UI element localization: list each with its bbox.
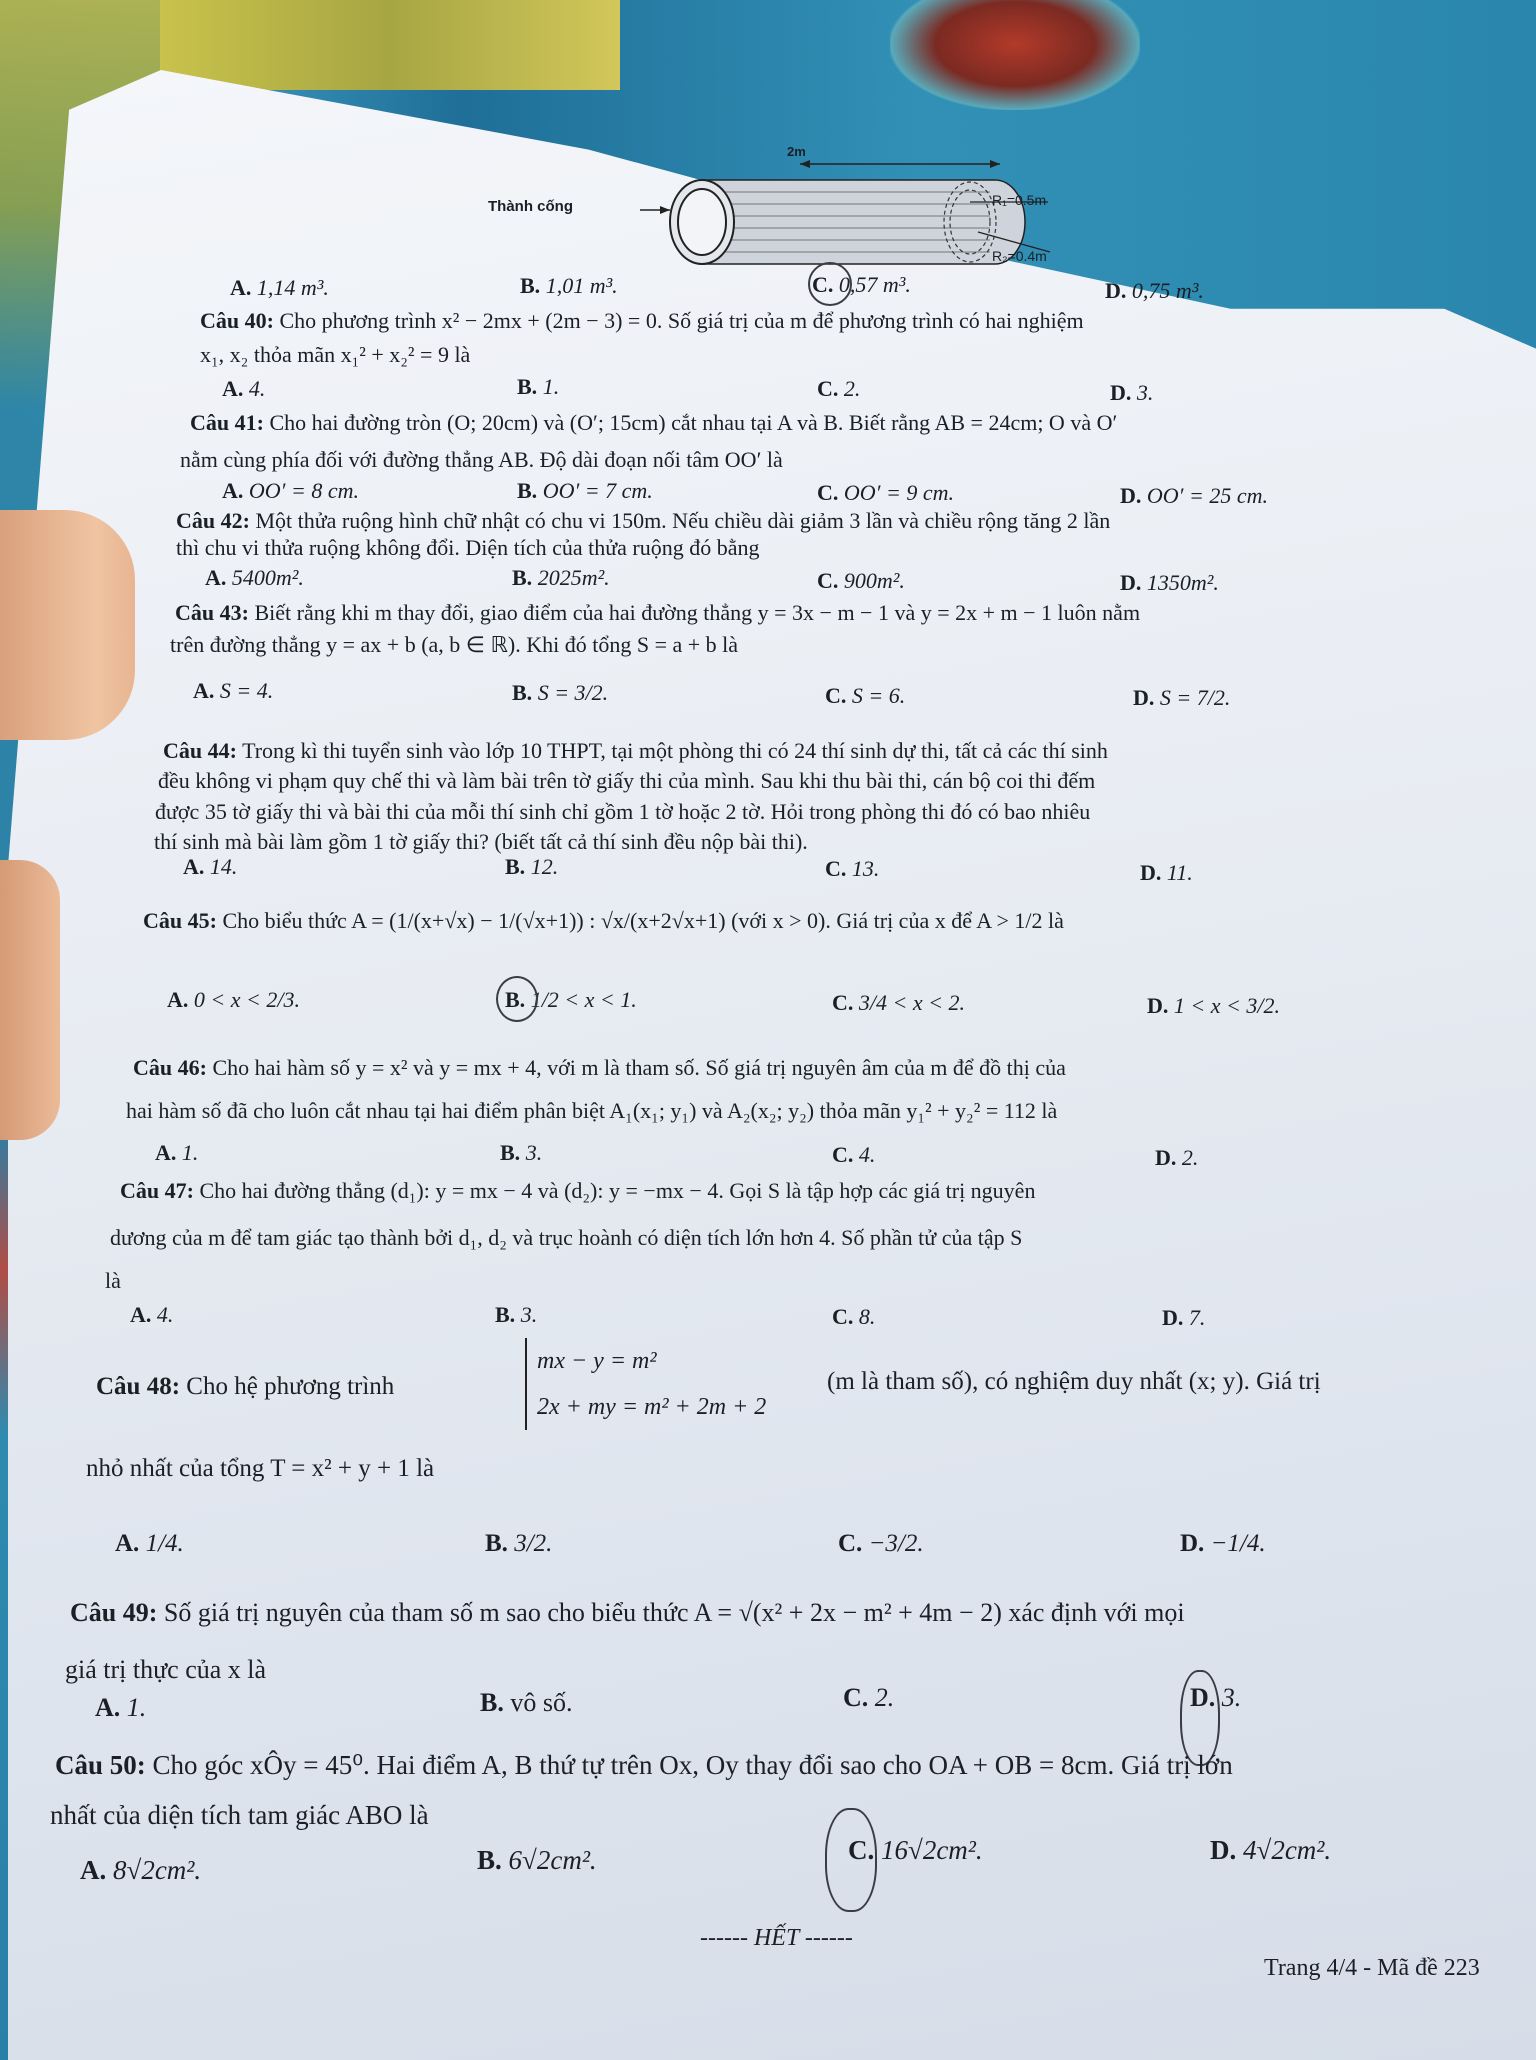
q49-option-d[interactable]: D. 3. [1190,1683,1242,1712]
q43-option-a[interactable]: A. S = 4. [193,678,274,703]
length-label: 2m [787,144,806,159]
q47-option-a[interactable]: A. 4. [130,1302,174,1327]
q46-text-line-1: Câu 46: Cho hai hàm số y = x² và y = mx + 4, với m là tham số. Số giá trị nguyên âm của m để đồ thị của [133,1055,1066,1080]
q43-option-b[interactable]: B. S = 3/2. [512,680,609,705]
q44-option-a[interactable]: A. 14. [183,854,238,879]
q50-option-b[interactable]: B. 6√2cm². [477,1845,597,1875]
q50-text-line-2: nhất của diện tích tam giác ABO là [50,1800,429,1830]
q48-text-line-1: Câu 48: Cho hệ phương trình [96,1373,395,1400]
q39-option-c[interactable]: C. 0,57 m³. [812,272,911,297]
page-footer: Trang 4/4 - Mã đề 223 [1264,1955,1480,1981]
q46-option-c[interactable]: C. 4. [832,1142,876,1167]
q41-text-line-1: Câu 41: Cho hai đường tròn (O; 20cm) và (O′; 15cm) cắt nhau tại A và B. Biết rằng AB = 24cm; O và O′ [190,410,1118,435]
q49-option-a[interactable]: A. 1. [95,1693,147,1722]
q50-option-c[interactable]: C. 16√2cm². [848,1835,983,1865]
q50-option-a[interactable]: A. 8√2cm². [80,1855,202,1885]
q49-text-line-1: Câu 49: Số giá trị nguyên của tham số m sao cho biểu thức A = √(x² + 2x − m² + 4m − 2) xác định với mọi [70,1598,1185,1627]
q45-option-b[interactable]: B. 1/2 < x < 1. [505,987,637,1012]
q48-option-b[interactable]: B. 3/2. [485,1530,553,1557]
q44-option-c[interactable]: C. 13. [825,856,880,881]
q44-text-line-1: Câu 44: Trong kì thi tuyển sinh vào lớp 10 THPT, tại một phòng thi có 24 thí sinh dự thi, tất cả các thí sinh [163,738,1108,763]
q42-option-c[interactable]: C. 900m². [817,568,905,593]
q42-text-line-1: Câu 42: Một thửa ruộng hình chữ nhật có chu vi 150m. Nếu chiều dài giảm 3 lần và chiều rộng tăng 2 lần [176,508,1111,533]
q49-option-c[interactable]: C. 2. [843,1683,895,1712]
q45-option-d[interactable]: D. 1 < x < 3/2. [1147,993,1280,1018]
q46-text-line-2: hai hàm số đã cho luôn cắt nhau tại hai điểm phân biệt A₁(x₁; y₁) và A₂(x₂; y₂) thỏa mãn y₁² + y₂² = 112 là [126,1098,1058,1123]
q44-text-line-2: đều không vi phạm quy chế thi và làm bài trên tờ giấy thi của mình. Sau khi thu bài thi, cán bộ coi thi đếm [158,768,1096,793]
q50-option-d[interactable]: D. 4√2cm². [1210,1835,1332,1865]
q48-option-c[interactable]: C. −3/2. [838,1530,924,1557]
q45-option-a[interactable]: A. 0 < x < 2/3. [167,987,300,1012]
q44-text-line-4: thí sinh mà bài làm gồm 1 tờ giấy thi? (biết tất cả thí sinh đều nộp bài thi). [154,829,808,854]
q41-option-d[interactable]: D. OO′ = 25 cm. [1120,483,1268,508]
q43-text-line-2: trên đường thẳng y = ax + b (a, b ∈ ℝ). Khi đó tổng S = a + b là [170,632,739,657]
q48-equation-system: mx − y = m² 2x + my = m² + 2m + 2 [525,1338,766,1430]
answer-circle-mark [808,262,852,306]
q45-option-c[interactable]: C. 3/4 < x < 2. [832,990,965,1015]
q43-text-line-1: Câu 43: Biết rằng khi m thay đổi, giao điểm của hai đường thẳng y = 3x − m − 1 và y = 2x + m − 1 luôn nằm [175,600,1141,625]
q42-option-a[interactable]: A. 5400m². [205,565,304,590]
q40-option-a[interactable]: A. 4. [222,376,266,401]
q46-option-b[interactable]: B. 3. [500,1140,543,1165]
q43-option-c[interactable]: C. S = 6. [825,683,906,708]
q48-text-line-3: nhỏ nhất của tổng T = x² + y + 1 là [86,1455,435,1482]
q42-option-d[interactable]: D. 1350m². [1120,570,1219,595]
q47-text-line-3: là [105,1268,121,1293]
answer-circle-mark [496,976,538,1022]
q40-option-b[interactable]: B. 1. [517,374,560,399]
r1-label: R₁=0.5m [992,192,1047,208]
q50-text-line-1: Câu 50: Cho góc xÔy = 45⁰. Hai điểm A, B thứ tự trên Ox, Oy thay đổi sao cho OA + OB = 8cm. Giá trị lớn [55,1750,1233,1780]
r2-label: R₂=0.4m [992,248,1047,264]
q48-text-line-2: (m là tham số), có nghiệm duy nhất (x; y). Giá trị [827,1368,1321,1395]
q39-option-d[interactable]: D. 0,75 m³. [1105,278,1204,303]
q41-option-b[interactable]: B. OO′ = 7 cm. [517,478,653,503]
q42-text-line-2: thì chu vi thửa ruộng không đổi. Diện tích của thửa ruộng đó bằng [176,535,760,560]
q41-option-c[interactable]: C. OO′ = 9 cm. [817,480,954,505]
q48-option-a[interactable]: A. 1/4. [115,1530,184,1557]
q42-option-b[interactable]: B. 2025m². [512,565,610,590]
end-marker: ------ HẾT ------ [700,1925,853,1951]
wall-label: Thành cống [488,198,573,215]
q44-option-d[interactable]: D. 11. [1140,860,1193,885]
q40-option-c[interactable]: C. 2. [817,376,861,401]
q46-option-d[interactable]: D. 2. [1155,1145,1199,1170]
q47-option-c[interactable]: C. 8. [832,1304,876,1329]
q49-text-line-2: giá trị thực của x là [65,1655,267,1684]
q41-text-line-2: nằm cùng phía đối với đường thẳng AB. Độ dài đoạn nối tâm OO′ là [180,447,783,472]
q47-option-b[interactable]: B. 3. [495,1302,538,1327]
q49-option-b[interactable]: B. vô số. [480,1688,573,1717]
q39-option-b[interactable]: B. 1,01 m³. [520,273,618,298]
q44-option-b[interactable]: B. 12. [505,854,559,879]
q47-option-d[interactable]: D. 7. [1162,1305,1206,1330]
pipe-figure [488,144,1110,280]
q40-text-line-2: x₁, x₂ thỏa mãn x₁² + x₂² = 9 là [200,342,471,367]
q44-text-line-3: được 35 tờ giấy thi và bài thi của mỗi thí sinh chỉ gồm 1 tờ hoặc 2 tờ. Hỏi trong phòng thi đó có bao nhiêu [155,799,1091,824]
answer-circle-mark [825,1808,877,1912]
q40-text-line-1: Câu 40: Cho phương trình x² − 2mx + (2m − 3) = 0. Số giá trị của m để phương trình có hai nghiệm [200,308,1084,333]
q40-option-d[interactable]: D. 3. [1110,380,1154,405]
q47-text-line-2: dương của m để tam giác tạo thành bởi d₁, d₂ và trục hoành có diện tích lớn hơn 4. Số phần tử của tập S [110,1225,1023,1250]
q43-option-d[interactable]: D. S = 7/2. [1133,685,1231,710]
q45-text-line-1: Câu 45: Cho biểu thức A = (1/(x+√x) − 1/(√x+1)) : √x/(x+2√x+1) (với x > 0). Giá trị của x để A > 1/2 là [143,908,1064,933]
q48-option-d[interactable]: D. −1/4. [1180,1530,1266,1557]
q46-option-a[interactable]: A. 1. [155,1140,199,1165]
q39-option-a[interactable]: A. 1,14 m³. [230,275,329,300]
q47-text-line-1: Câu 47: Cho hai đường thẳng (d₁): y = mx − 4 và (d₂): y = −mx − 4. Gọi S là tập hợp các giá trị nguyên [120,1178,1036,1203]
q41-option-a[interactable]: A. OO′ = 8 cm. [222,478,359,503]
